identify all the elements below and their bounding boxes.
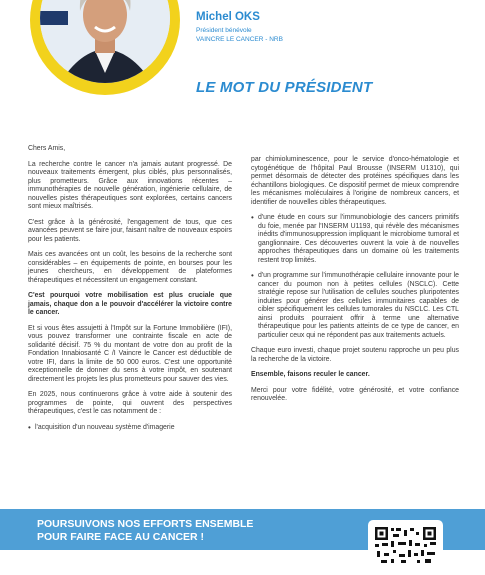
bullet-item: • l'acquisition d'un nouveau système d'imagerie (28, 424, 232, 433)
banner-line-2: POUR FAIRE FACE AU CANCER ! (37, 531, 205, 543)
paragraph: Et si vous êtes assujetti à l'Impôt sur la Fortune Immobilière (IFI), vous pouvez transformer une contrainte fiscale en acte de solidarité décisif. 75 % du montant de votre don au profit de la Fondation Innabiosanté C /I Vaincre le Cancer est déductible de votre IFI, dans la limite de 50 000 euros. C'est une opportunité exceptionnelle de donner du sens à votre impôt, en soutenant directement les projets les plus prometteurs pour sauver des vies. (28, 324, 232, 383)
paragraph: Merci pour votre fidélité, votre générosité, et votre confiance renouvelée. (251, 386, 459, 402)
bold-paragraph: C'est pourquoi votre mobilisation est plus cruciale que jamais, chaque don a le pouvoir d'accélérer la victoire contre le cancer. (28, 292, 232, 316)
president-role (196, 26, 283, 44)
qr-code-icon[interactable] (368, 520, 443, 575)
president-photo (30, 0, 180, 95)
page-title: LE MOT DU PRÉSIDENT (196, 79, 373, 96)
paragraph: En 2025, nous continuerons grâce à votre aide à soutenir des programmes de pointe, qui ouvrent des perspectives thérapeutiques, c'est le cas notamment de : (28, 391, 232, 415)
greeting: Chers Amis, (28, 145, 66, 152)
president-info (196, 11, 283, 44)
bold-paragraph: Ensemble, faisons reculer le cancer. (251, 371, 370, 378)
paragraph: C'est grâce à la générosité, l'engagement de tous, que ces avancées peuvent se faire jour, faisant naître de nouveaux espoirs pour les patients. (28, 218, 232, 243)
portrait-image (40, 0, 170, 83)
paragraph: Chaque euro investi, chaque projet soutenu rapproche un peu plus la recherche de la victoire. (251, 347, 459, 363)
role-line-1: Président bénévole (196, 27, 252, 34)
banner-text (37, 518, 253, 544)
footer-banner (0, 509, 485, 550)
role-line-2: VAINCRE LE CANCER - NRB (196, 36, 283, 43)
bullet-item: • d'un programme sur l'immunothérapie cellulaire innovante pour le cancer du poumon non à petites cellules (NSCLC). Cette stratégie repose sur l'utilisation de cellules souches pluripotentes induites pour générer des cellules immunitaires capables de cibler spécifiquement les cellules tumorales du NSCLC. Les CTL ainsi produits pourraient offrir à terme une alternative thérapeutique pour les patients atteints de ce type de cancer, en particulier ceux qui ne répondent pas aux traitements actuels. (251, 272, 459, 340)
paragraph: La recherche contre le cancer n'a jamais autant progressé. De nouveaux traitements émergent, plus ciblés, plus personnalisés, plus prometteurs. Grâce aux innovations récentes – immunothérapies de nouvelle génération, ingénierie cellulaire, de nouvelles pistes thérapeutiques sont explorées, certains cancers sont mieux maîtrisés. (28, 160, 232, 210)
president-name: Michel OKS (196, 11, 260, 23)
banner-line-1: POURSUIVONS NOS EFFORTS ENSEMBLE (37, 518, 254, 530)
right-column (251, 156, 459, 411)
paragraph: Mais ces avancées ont un coût, les besoins de la recherche sont considérables – en équipements de pointe, en bourses pour les jeunes chercheurs, en développement de plateformes thérapeutiques et nécessitent un engagement constant. (28, 251, 232, 284)
left-column (28, 145, 232, 439)
paragraph: par chimioluminescence, pour le service d'onco-hématologie et cytogénétique de l'hôpital Paul Brousse (INSERM U1310), qui permet désormais de détecter des protéines spécifiques dans les échantillons biologiques. Ce dispositif permet de mieux comprendre les mécanismes moléculaires à l'origine de nombreux cancers, et identifier de nouvelles cibles thérapeutiques. (251, 156, 459, 206)
bullet-item: • d'une étude en cours sur l'immunobiologie des cancers primitifs du foie, menée par l'INSERM U1193, qui révèle des mécanismes inédits d'immunosuppression impliquant le microbiome tumoral et ganglionnaire. Ces découvertes ouvrent la voie à de nouvelles approches thérapeutiques dans un domaine où les traitements restent trop limités. (251, 214, 459, 265)
